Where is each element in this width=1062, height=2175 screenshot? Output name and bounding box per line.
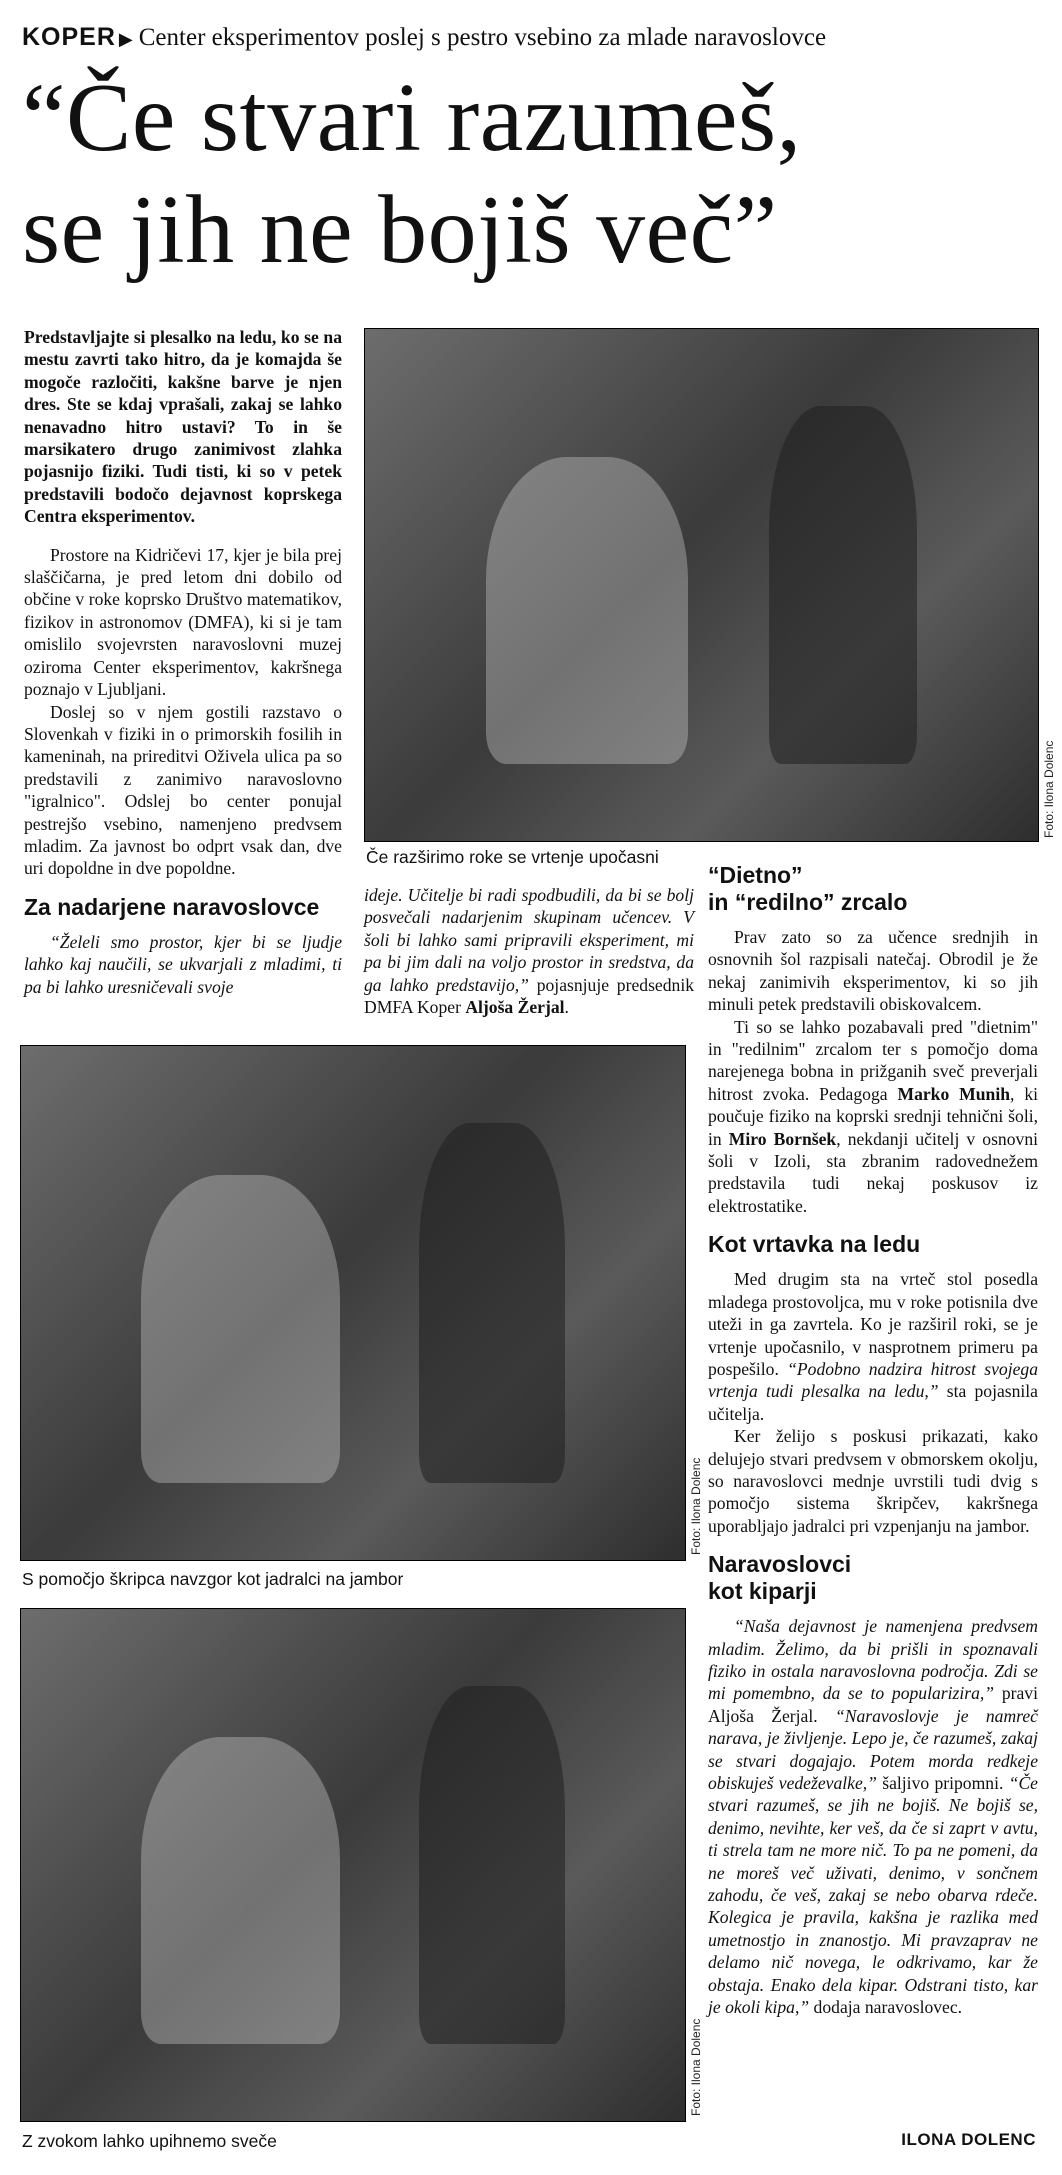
text: sta pojasnila učitelja.	[708, 1381, 1038, 1424]
quote-text: “Želeli smo prostor, kjer bi se ljudje lahko kaj naučili, se ukvarjali z mladimi, ti pa bi lahko uresničevali svoje	[24, 931, 342, 997]
quote-text: “Če stvari razumeš, se jih ne bojiš. Ne bojiš se, denimo, nevihte, ker veš, da če si zaprt v avtu, ti strela tam ne more nič. To pa ne pomeni, da ne moreš več uživati, denimo, v sončnem zahodu, če veš, zakaj se nebo obarva rdeče. Kolegica je pravila, kakšna je razlika med umetnostjo in znanostjo. Mi pravzaprav ne delamo nič novega, le odkrivamo, kar že obstaja. Enako dela kipar. Odstrani tisto, kar je okoli kipa,”	[708, 1773, 1038, 2018]
quote-text: ideje. Učitelje bi radi spodbudili, da bi se bolj posvečali nadarjenim skupinam učencev. V šoli bi lahko sami pripravili eksperiment, mi pa bi jim dali na voljo prostor in sredstva, da ga lahko predstavijo,”	[364, 885, 694, 995]
subheading-kiparji	[708, 1551, 1038, 1605]
photo-credit: Foto: Ilona Dolenc	[1042, 740, 1056, 838]
quote-text: “Naravoslovje je namreč narava, je življenje. Lepo je, če razumeš, zakaj se stvari dogajajo. Potem morda redkeje obiskuješ vedeževalke,”	[708, 1705, 1038, 1793]
photo-pulley-lift	[20, 1045, 686, 1561]
text: , nekdanji učitelj v osnovni šoli v Izoli, sta zbranim radovednežem predstavila tudi nekaj poskusov iz elektrostatike.	[708, 1128, 1039, 1216]
quote-text: “Podobno nadzira hitrost svojega vrtenja tudi plesalka na ledu,”	[708, 1358, 1038, 1402]
body-paragraph	[364, 884, 694, 1018]
lead-paragraph: Predstavljajte si plesalko na ledu, ko se na mestu zavrti tako hitro, da je komajda še mogoče razločiti, kakšne barve je njen dres. Ste se kdaj vprašali, zakaj se lahko nenavadno hitro ustavi? To in še marsikatero drugo zanimivost zlahka pojasnijo fiziki. Tudi tisti, ki so v petek predstavili bodočo dejavnost koprskega Centra eksperimentov.	[24, 327, 342, 527]
punctuation: .	[564, 997, 569, 1018]
body-paragraph	[708, 1268, 1038, 1425]
subheading-line: Naravoslovci	[708, 1551, 852, 1578]
person-name: Marko Munih	[897, 1083, 1011, 1104]
photo-rotating-chair	[364, 328, 1039, 842]
attribution: pojasnjuje predsednik DMFA Koper	[364, 974, 695, 1018]
subheading-vrtavka: Kot vrtavka na ledu	[708, 1231, 921, 1258]
kicker-location: KOPER	[22, 23, 116, 51]
photo-caption-bottom: Z zvokom lahko upihnemo sveče	[22, 2131, 277, 2151]
person-name: Miro Bornšek	[728, 1128, 837, 1149]
person-name: Aljoša Žerjal	[465, 997, 565, 1018]
text: Med drugim sta na vrteč stol posedla mladega prostovoljca, mu v roke potisnila dve uteži in ga zavrtela. Ko je razširil roki, se je vrtenje upočasnilo, v nasprotnem primeru pa pospešilo.	[708, 1269, 1038, 1379]
subheading-line: kot kiparji	[708, 1578, 817, 1605]
body-paragraph: Doslej so v njem gostili razstavo o Slovenkah v fiziki in o primorskih fosilih in kameninah, na prireditvi Oživela ulica pa so predstavili z zanimivo naravoslovno "igralnico". Odslej bo center ponujal pestrejšo vsebino, namenjeno predvsem mladim. Za javnost bo odprt vsak dan, dve uri dopoldne in dve popoldne.	[24, 701, 342, 879]
photo-caption-middle: S pomočjo škripca navzgor kot jadralci na jambor	[22, 1569, 404, 1589]
byline: ILONA DOLENC	[901, 2130, 1036, 2149]
text: pravi Aljoša Žerjal.	[708, 1683, 1038, 1726]
headline-line-1: “Če stvari razumeš,	[22, 64, 802, 172]
triangle-icon: ▶	[118, 29, 133, 49]
body-paragraph: Prav zato so za učence srednjih in osnovnih šol razpisali natečaj. Obrodil je že nekaj zanimivih eksperimentov, ki so jih minuli petek predstavili obiskovalcem.	[708, 927, 1038, 1015]
text: dodaja naravoslovec.	[809, 1997, 963, 2018]
kicker	[22, 22, 1042, 54]
subheading-zrcalo	[708, 862, 1038, 916]
headline-line-2: se jih ne bojiš več”	[22, 176, 778, 284]
body-paragraph	[708, 1016, 1038, 1218]
photo-credit: Foto: Ilona Dolenc	[689, 1457, 703, 1555]
body-paragraph	[24, 931, 342, 998]
column-right	[708, 862, 1038, 2018]
body-paragraph	[708, 1615, 1038, 2018]
subheading-line: in “redilno” zrcalo	[708, 889, 908, 915]
column-middle	[364, 884, 694, 1018]
subheading-line: “Dietno”	[708, 862, 803, 888]
text: , ki poučuje fiziko na koprski srednji tehnični šoli, in	[708, 1083, 1038, 1149]
text: Ti so se lahko pozabavali pred "dietnim" in "redilnim" zrcalom ter s pomočjo doma narejenega bobna in prižganih sveč preverjali hitrost zvoka. Pedagoga	[708, 1016, 1038, 1104]
text: šaljivo pripomni.	[876, 1773, 1009, 1793]
photo-caption-top: Če razširimo roke se vrtenje upočasni	[366, 847, 659, 867]
headline	[22, 62, 1052, 286]
subheading-nadarjene: Za nadarjene naravoslovce	[24, 893, 320, 920]
quote-text: “Naša dejavnost je namenjena predvsem mladim. Želimo, da bi prišli in spoznavali fiziko in ostala naravoslovna področja. Zdi se mi pomembno, da se to popularizira,”	[708, 1616, 1038, 1704]
column-left-top	[24, 326, 342, 998]
body-paragraph: Ker želijo s poskusi prikazati, kako delujejo stvari predvsem v obmorskem okolju, so naravoslovci mednje uvrstili tudi dvig s pomočjo sistema škripčev, kakršnega uporabljajo jadralci pri vzpenjanju na jambor.	[708, 1426, 1038, 1536]
body-paragraph: Prostore na Kidričevi 17, kjer je bila prej slaščičarna, je pred letom dni dobilo od občine v roke koprsko Društvo matematikov, fizikov in astronomov (DMFA), ki si je tam omislilo svojevrsten naravoslovni muzej oziroma Center eksperimentov, kakršnega poznajo v Ljubljani.	[24, 544, 342, 700]
kicker-text: Center eksperimentov poslej s pestro vsebino za mlade naravoslovce	[138, 24, 827, 51]
photo-credit: Foto: Ilona Dolenc	[689, 2018, 703, 2116]
photo-sound-candles	[20, 1608, 686, 2122]
